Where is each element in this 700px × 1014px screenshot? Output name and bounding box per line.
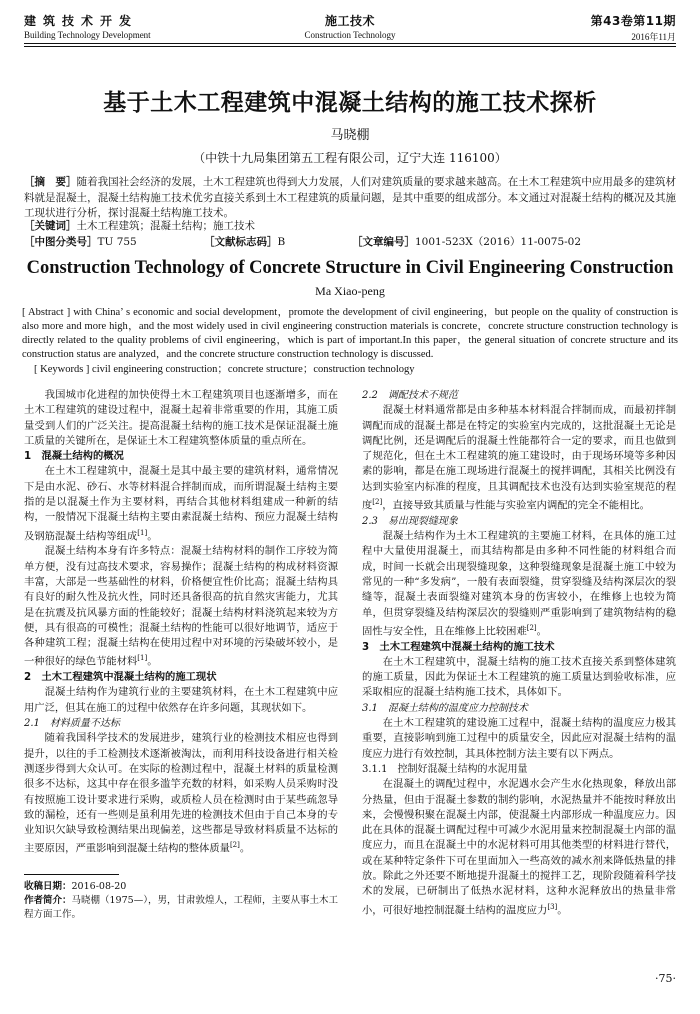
keywords-en-text: civil engineering construction；concrete structure；construction technology: [89, 364, 415, 375]
section-1-paragraph-2: 混凝土结构本身有许多特点：混凝土结构材料的制作工序较为简单方便，没有过高技术要求，容易操作；混凝土结构的构成材料资源丰富，大部是一些基础性的材料，价格便宜性价比高；混凝土结构具有良好的耐久性及抗火性，同时还具备很高的抗自然灾害能力，尤其是在抗震及抗风暴方面的性能较好；混凝土结构材料浇筑起来较为方便，具有很高的可模性；混凝土结构的性能可以很好地调节，适应于各种建筑工程；混凝土结构在使用过程中对环境的污染破坏较小，是一种很好的绿色节能材料[1]。: [24, 545, 338, 668]
section-3-paragraph: 在土木工程建筑中，混凝土结构的施工技术直接关系到整体建筑的施工质量，因此为保证土木工程建筑的施工质量达到验收标准，应采取相应的混凝土结构施工技术，具体如下。: [362, 655, 676, 699]
journal-name-en: Building Technology Development: [24, 30, 151, 40]
issue-volume: 第43卷第11期: [590, 14, 676, 28]
received-date-value: 2016-08-20: [71, 881, 127, 892]
abstract-cn-text: 随着我国社会经济的发展，土木工程建筑也得到大力发展，人们对建筑质量的要求越来越高。在土木工程建筑中应用最多的建筑材料就是混凝土，混凝土结构施工技术优劣直接关系到土木工程建筑的质量问题，是其中重要的组成部分。本文通过对混凝土结构的概况及其施工现状进行分析，探讨混凝土结构施工技术。: [24, 176, 677, 219]
section-2-2-paragraph-text: 混凝土材料通常都是由多种基本材料混合拌制而成，而最初拌制调配而成的混凝土都是在特定的实验室内完成的，这批混凝土无论是调配比例，还是调配后的混凝土性能都符合一定的要求，而且也做到了规范化，但在土木工程建筑的施工建设时，由于现场环境等多种因素的影响，都是在施工现场进行混凝土的搅拌调配，其相关比例没有达到实验室内标准的程度，且其调配技术也没有达到实验室规范的程度: [362, 404, 676, 512]
body-column-left: [24, 388, 338, 857]
section-2-paragraph: 混凝土结构作为建筑行业的主要建筑材料，在土木工程建筑中应用广泛，但其在施工的过程中依然存在许多问题，其现状如下。: [24, 686, 338, 714]
section-3-1-1-paragraph: 在混凝土的调配过程中，水泥遇水会产生水化热现象，释放出部分热量，但由于混凝土参数的制约影响，水泥热量并不能按时释放出来，会慢慢积聚在混凝土内部，使混凝土内部形成一种温度应力。因此在具体的混凝土调配过程中可减少水泥用量来控制混凝土内部的温度应力，而且在混凝土中的水泥材料可用其他类型的材料进行替代，或在某种特定条件下可在里面加入一些高效的减水剂来降低热量的排放。除此之外还要不断地提升混凝土的搅拌工艺，现阶段随着科学技术的发展，已研制出了低热水泥材料，这种水泥释放出的热量非常小，可很好地控制混凝土结构的温度应力[3]。: [362, 778, 676, 917]
author-bio-value: 马晓棚（1975—），男，甘肃敦煌人，工程师，主要从事土木工程方面工作。: [24, 895, 338, 920]
section-3-1-paragraph: 在土木工程建筑的建设施工过程中，混凝土结构的温度应力极其重要，直接影响到施工过程中的质量安全，因此应对混凝土结构的温度应力进行有效控制，其具体控制方法主要有以下两点。: [362, 717, 676, 760]
keywords-en: [34, 361, 678, 376]
section-2-2-paragraph-tail: ，直接导致其质量与性能与实验室内调配的完全不能相比。: [382, 499, 650, 512]
header-rule-thick: [24, 43, 676, 44]
document-code-value: B: [277, 236, 286, 248]
running-header: [24, 12, 676, 70]
abstract-en-text: with China’ s economic and social development，promote the development of civil engineering，but people on the quality of construction is also more and more high，and the most widely used in civil engineering construction materials is concrete，concrete structure construction technology is directly related to the quality problems of civil engineering，which is part of important.In this paper，the general situation of concrete structure and its construction status are analyzed，and the concrete structure construction technology is discussed.: [22, 307, 678, 360]
article-title-en: Construction Technology of Concrete Structure in Civil Engineering Construction: [26, 258, 674, 278]
section-1-paragraph-1-text: 在土木工程建筑中，混凝土是其中最主要的建筑材料，通常情况下是由水泥、砂石、水等材料混合拌制而成，而所谓混凝土结构主要指的是以混凝土作为主要材料，再结合其他材料组建成一种新的结构，一般情况下混凝土结构主要由素混凝土结构、预应力混凝土结构及钢筋混凝土结构等组成: [24, 465, 338, 543]
abstract-en: [22, 306, 678, 362]
section-3-1-1-paragraph-text: 在混凝土的调配过程中，水泥遇水会产生水化热现象，释放出部分热量，但由于混凝土参数的制约影响，水泥热量并不能按时释放出来，会慢慢积聚在混凝土内部，使混凝土内部形成一种温度应力。因此在具体的混凝土调配过程中可减少水泥用量来控制混凝土内部的温度应力，而且在混凝土中的水泥材料可用其他类型的材料进行替代，或在某种特定条件下可在里面加入一些高效的减水剂来降低热量的排放。除此之外还要不断地提升混凝土的搅拌工艺，现阶段随着科学技术的发展，已研制出了低热水泥材料，这种水泥释放出的热量非常小，可很好地控制混凝土结构的温度应力: [362, 778, 676, 917]
author-bio: [24, 894, 338, 922]
citation-ref: [2]: [372, 498, 383, 507]
clc-value: TU 755: [97, 236, 137, 248]
section-1-paragraph-2-text: 混凝土结构本身有许多特点：混凝土结构材料的制作工序较为简单方便，没有过高技术要求，容易操作；混凝土结构的构成材料资源丰富，大部是一些基础性的材料，价格便宜性价比高；混凝土结构具有良好的耐久性及抗火性，同时还具备很高的抗自然灾害能力，尤其是在抗震及抗风暴方面的性能较好；混凝土结构材料浇筑起来较为方便，具有很高的可模性；混凝土结构的性能可以很好地调节，适应于各种建筑工程；混凝土结构在使用过程中对环境的污染破坏较小，是一种很好的绿色节能材料: [24, 545, 338, 668]
section-2-3-paragraph: 混凝土结构作为土木工程建筑的主要施工材料，在具体的施工过程中大量使用混凝土，而其结构都是由多种不同性能的材料组合而成，时间一长就会出现裂缝现象，这种裂缝现象是混凝土施工中较为常见的一种“多发病”，一般有表面裂缝，贯穿裂缝及结构深层次的裂缝等，混凝土表面裂缝对建筑本身的伤害较小，在维修上也较为简单，但贯穿裂缝及结构深层次的裂缝则严重影响到了建筑物结构的稳固性与安全性，且在维修上比较困难[2]。: [362, 530, 676, 638]
author-affiliation-cn: （中铁十九局集团第五工程有限公司，辽宁大连 116100）: [193, 151, 507, 165]
issue-date: 2016年11月: [631, 32, 676, 42]
body-column-right: [362, 388, 676, 918]
section-name-block: [24, 12, 676, 40]
section-name-en: Construction Technology: [304, 30, 396, 40]
keywords-cn-text: 土木工程建筑；混凝土结构；施工技术: [76, 220, 255, 232]
citation-ref: [2]: [229, 841, 240, 850]
section-3-1-heading: 3.1 混凝土结构的温度应力控制技术: [362, 702, 528, 714]
article-number-label: ［文章编号］: [352, 236, 415, 248]
section-2-1-heading: 2.1 材料质量不达标: [24, 718, 120, 730]
section-3-1-1-heading: 3.1.1 控制好混凝土结构的水泥用量: [362, 763, 528, 775]
received-date-label: 收稿日期：: [24, 881, 72, 892]
classification-row: [24, 234, 676, 250]
issue-block: [591, 12, 676, 43]
abstract-cn: [24, 175, 676, 222]
header-rule-thin: [24, 46, 676, 47]
author-bio-label: 作者简介：: [24, 895, 72, 906]
section-2-2-heading: 2.2 调配技术不规范: [362, 390, 458, 401]
document-code: [204, 234, 285, 249]
section-3-heading: 3 土木工程建筑中混凝土结构的施工技术: [362, 640, 555, 653]
footnote: [24, 880, 338, 922]
section-2-3-paragraph-text: 混凝土结构作为土木工程建筑的主要施工材料，在具体的施工过程中大量使用混凝土，而其结构都是由多种不同性能的材料组合而成，时间一长就会出现裂缝现象，这种裂缝现象是混凝土施工中较为常见的一种“多发病”，一般有表面裂缝，贯穿裂缝及结构深层次的裂缝等，混凝土表面裂缝对建筑本身的伤害较小，在维修上也较为简单，但贯穿裂缝及结构深层次的裂缝则严重影响到了建筑物结构的稳固性与安全性，且在维修上比较困难: [362, 530, 676, 638]
keywords-en-label: [ Keywords ]: [34, 364, 90, 375]
footnote-divider: [24, 874, 119, 875]
author-name-en: Ma Xiao-peng: [315, 284, 385, 298]
received-date: [24, 880, 338, 894]
author-name-cn: 马晓棚: [330, 128, 370, 143]
page-number: ·75·: [655, 972, 676, 985]
citation-ref: [3]: [547, 902, 558, 911]
citation-ref: [1]: [137, 528, 148, 537]
abstract-cn-label: ［摘 要］: [24, 176, 77, 188]
section-2-heading: 2 土木工程建筑中混凝土结构的施工现状: [24, 671, 217, 684]
clc-code: [24, 234, 137, 249]
citation-ref: [1]: [137, 654, 148, 663]
article-title-cn: 基于土木工程建筑中混凝土结构的施工技术探析: [103, 90, 597, 116]
section-name-cn: 施工技术: [324, 14, 375, 28]
abstract-en-label: [ Abstract ]: [22, 307, 71, 318]
section-1-paragraph-1: 在土木工程建筑中，混凝土是其中最主要的建筑材料，通常情况下是由水泥、砂石、水等材料混合拌制而成，而所谓混凝土结构主要指的是以混凝土作为主要材料，再结合其他材料组建成一种新的结构，一般情况下混凝土结构主要由素混凝土结构、预应力混凝土结构及钢筋混凝土结构等组成[1]。: [24, 465, 338, 543]
section-1-heading: 1 混凝土结构的概况: [24, 450, 124, 463]
article-number-value: 1001-523X（2016）11-0075-02: [415, 236, 582, 248]
intro-paragraph: 我国城市化进程的加快使得土木工程建筑项目也逐渐增多，而在土木工程建筑的建设过程中，混凝土起着非常重要的作用，其施工质量受到人们的广泛关注。提高混凝土结构的施工技术是保证混凝土施工质量的关键所在，是保证土木工程建筑整体质量的重点所在。: [24, 389, 338, 447]
section-2-1-paragraph-text: 随着我国科学技术的发展进步，建筑行业的检测技术相应也得到提升，以往的手工检测技术逐渐被淘汰，而利用科技设备进行相关检测逐步得到大众认可。在实际的检测过程中，混凝土材料的质量检测很多不达标，这其中存在很多滥竽充数的材料，如采购人员采购时没有按照施工设计要求进行采购，或质检人员在检测时由于某些疏忽导致的漏检，还有一些则是虽利用先进的检测技术但由于自己本身的专业知识欠缺导致检测结果出现偏差，这些都是导致材料质量不达标的主要原因，严重影响到混凝土结构的整体质量: [24, 732, 338, 855]
citation-ref: [2]: [526, 623, 537, 632]
article-number: [352, 234, 581, 249]
journal-name-cn: 建筑技术开发: [24, 14, 139, 28]
section-2-3-heading: 2.3 易出现裂缝现象: [362, 515, 458, 527]
section-2-1-paragraph: 随着我国科学技术的发展进步，建筑行业的检测技术相应也得到提升，以往的手工检测技术逐渐被淘汰，而利用科技设备进行相关检测逐步得到大众认可。在实际的检测过程中，混凝土材料的质量检测很多不达标，这其中存在很多滥竽充数的材料，如采购人员采购时没有按照施工设计要求进行采购，或质检人员在检测时由于某些疏忽导致的漏检，还有一些则是虽利用先进的检测技术但由于自己本身的专业知识欠缺导致检测结果出现偏差，这些都是导致材料质量不达标的主要原因，严重影响到混凝土结构的整体质量[2]。: [24, 732, 338, 855]
section-2-2-paragraph: [362, 403, 676, 514]
keywords-cn: [24, 219, 676, 235]
clc-label: ［中图分类号］: [24, 236, 98, 248]
document-code-label: ［文献标志码］: [204, 236, 278, 248]
keywords-cn-label: ［关键词］: [24, 220, 77, 232]
